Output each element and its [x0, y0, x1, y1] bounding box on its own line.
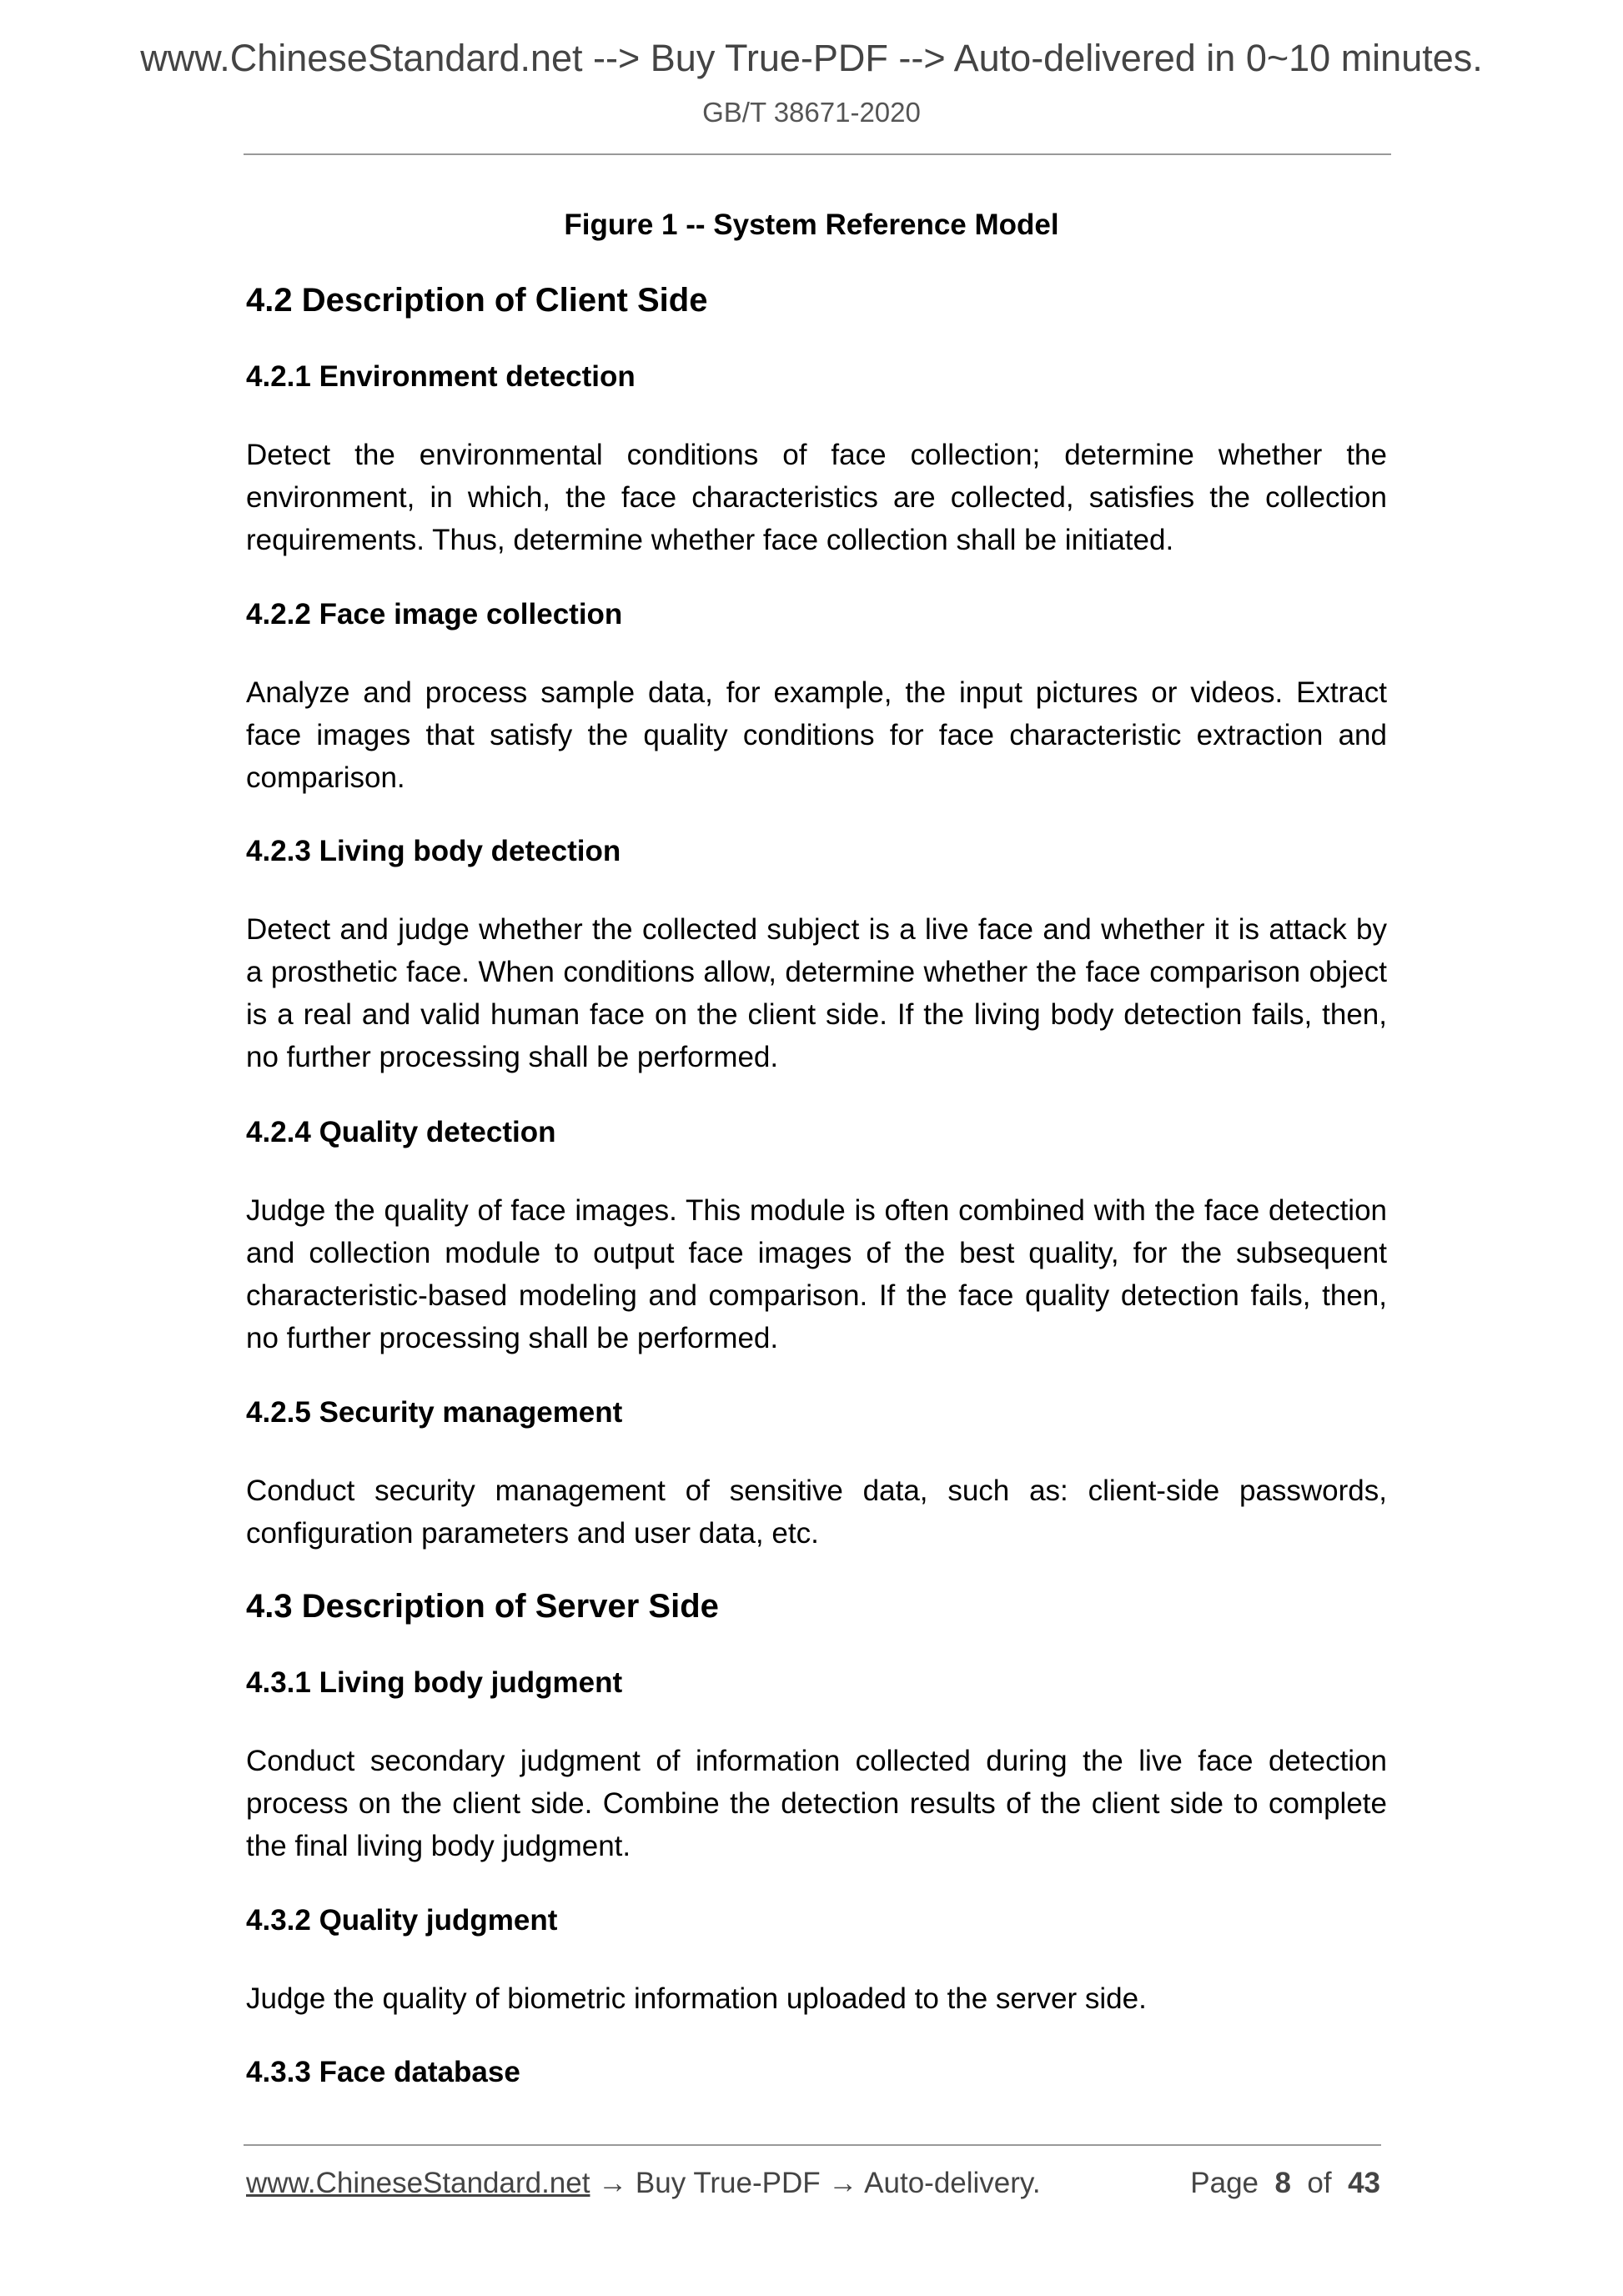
footer-site-link[interactable]: www.ChineseStandard.net — [246, 2167, 590, 2199]
section-4-3-3-heading: 4.3.3 Face database — [246, 2056, 520, 2088]
section-4-2-1-text: Detect the environmental conditions of face collection; determine whether the environment, in which, the face characteristics are collected, satisfies the collection requirements. Thus, determine whether face collection shall be initiated. — [246, 439, 1387, 556]
page-number: 8 — [1274, 2167, 1291, 2199]
section-4-2-2-text: Analyze and process sample data, for example, the input pictures or videos. Extract face images that satisfy the quality conditions for face characteristic extraction and comparison. — [246, 676, 1387, 794]
section-4-2-3-heading: 4.2.3 Living body detection — [246, 835, 621, 867]
section-4-2-5-heading: 4.2.5 Security management — [246, 1396, 623, 1429]
header-divider — [244, 153, 1391, 155]
section-4-3-1-text: Conduct secondary judgment of information collected during the live face detection process on the client side. Combine the detection results of the client side to complete the final living body judgment. — [246, 1745, 1387, 1862]
section-4-2-4-heading: 4.2.4 Quality detection — [246, 1116, 556, 1148]
document-code: GB/T 38671-2020 — [702, 97, 921, 128]
figure-caption: Figure 1 -- System Reference Model — [564, 208, 1059, 241]
section-4-3-heading: 4.3 Description of Server Side — [246, 1588, 719, 1625]
section-4-2-3-text: Detect and judge whether the collected subject is a live face and whether it is attack by a prosthetic face. When conditions allow, determine whether the face comparison object is a real and valid human face on the client side. If the living body detection fails, then, no further processing shall be performed. — [246, 913, 1387, 1073]
footer-tagline: → Buy True-PDF → Auto-delivery. — [590, 2167, 1041, 2199]
section-4-2-2-heading: 4.2.2 Face image collection — [246, 598, 623, 631]
page-indicator: Page 8 of 43 — [1190, 2167, 1380, 2199]
page-total: 43 — [1348, 2167, 1380, 2199]
section-4-2-4-text: Judge the quality of face images. This module is often combined with the face detection and collection module to output face images of the best quality, for the subsequent characteristic-based modeling and comparison. If the face quality detection fails, then, no further processing shall be performed. — [246, 1194, 1387, 1354]
footer-divider — [244, 2144, 1381, 2146]
section-4-2-1-heading: 4.2.1 Environment detection — [246, 360, 636, 393]
section-4-2-5-text: Conduct security management of sensitive data, such as: client-side passwords, configuration parameters and user data, etc. — [246, 1475, 1387, 1550]
section-4-3-2-text: Judge the quality of biometric information uploaded to the server side. — [246, 1982, 1147, 2015]
footer — [246, 2167, 1380, 2200]
section-4-2-heading: 4.2 Description of Client Side — [246, 282, 708, 319]
section-4-3-1-heading: 4.3.1 Living body judgment — [246, 1666, 623, 1699]
section-4-3-2-heading: 4.3.2 Quality judgment — [246, 1904, 558, 1937]
header-banner: www.ChineseStandard.net --> Buy True-PDF --> Auto-delivered in 0~10 minutes. — [140, 37, 1483, 79]
